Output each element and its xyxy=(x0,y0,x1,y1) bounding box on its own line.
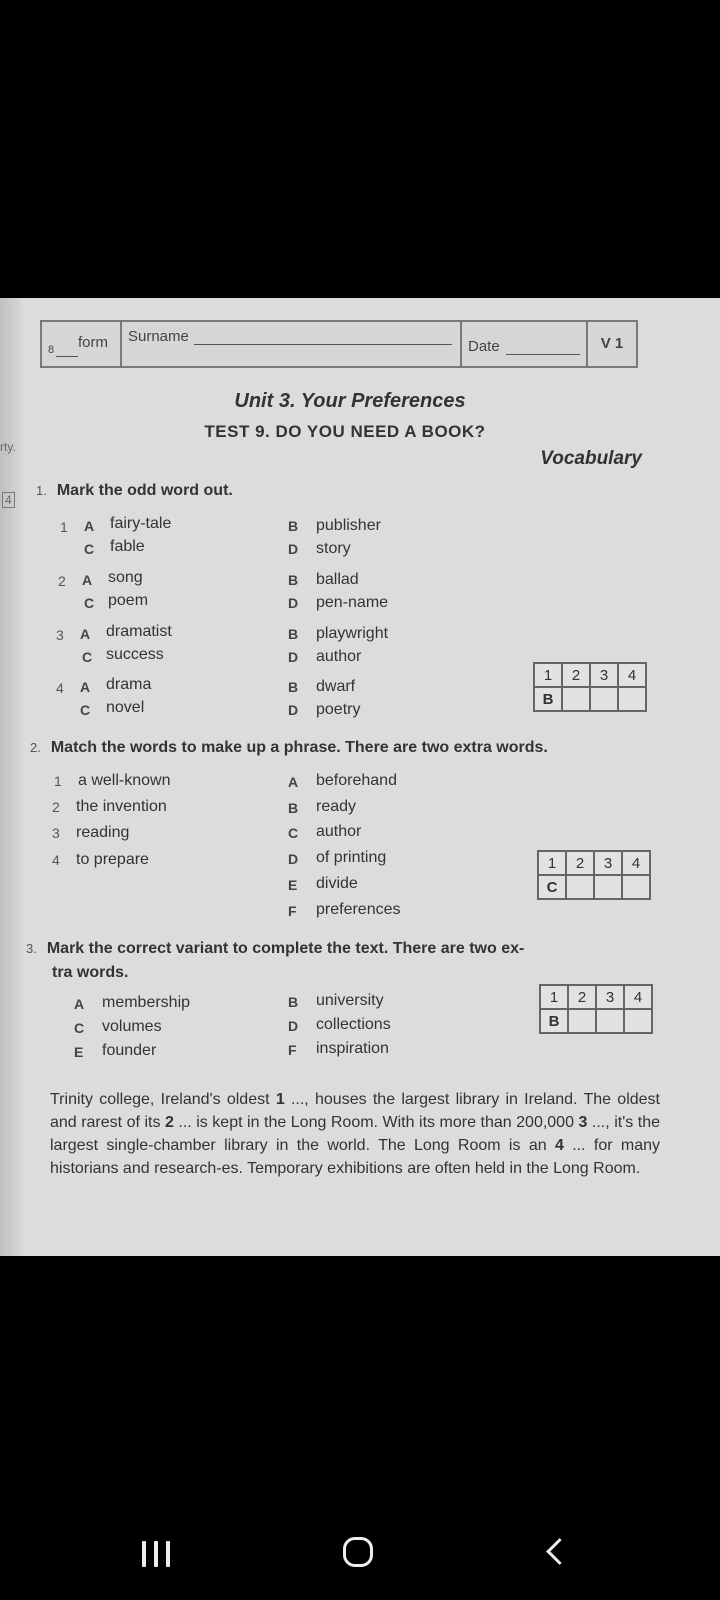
worksheet-content xyxy=(0,298,720,1256)
item-number: 2 xyxy=(52,799,60,815)
option-letter: D xyxy=(288,595,299,611)
answer-cell[interactable] xyxy=(566,875,594,899)
date-cell xyxy=(462,322,588,366)
phrase-end[interactable]: preferences xyxy=(316,901,401,918)
phrase-start[interactable]: the invention xyxy=(76,798,167,815)
text-segment: ..., it's the largest single-chamber library in the world. The Long Room is an xyxy=(50,1114,661,1154)
option-b[interactable]: publisher xyxy=(316,517,381,534)
phrase-end[interactable]: beforehand xyxy=(316,772,397,789)
form-label: form xyxy=(78,334,108,351)
option-letter: F xyxy=(288,1042,297,1058)
option-letter: C xyxy=(82,649,93,665)
phrase-end[interactable]: of printing xyxy=(316,849,387,866)
task3-answer-grid xyxy=(539,984,653,1034)
text-segment: ... is kept in the Long Room. With its more than 200,000 xyxy=(173,1114,579,1131)
option-c[interactable]: fable xyxy=(110,538,145,555)
option-letter: B xyxy=(288,679,299,695)
answer-cell[interactable]: B xyxy=(540,1009,568,1033)
option-letter: D xyxy=(288,702,299,718)
item-number: 3 xyxy=(56,627,64,643)
option-letter: A xyxy=(74,996,85,1012)
option-letter: B xyxy=(288,800,299,816)
student-info-header xyxy=(40,320,638,368)
grid-header: 4 xyxy=(618,663,646,687)
answer-cell[interactable]: C xyxy=(538,875,566,899)
option-letter: B xyxy=(288,518,299,534)
option-a[interactable]: drama xyxy=(106,676,152,693)
answer-cell[interactable] xyxy=(594,875,622,899)
task2-instruction xyxy=(30,739,548,757)
option-d[interactable]: story xyxy=(316,540,351,557)
option-a[interactable]: dramatist xyxy=(106,623,172,640)
worksheet-page xyxy=(0,298,720,1256)
option-letter: A xyxy=(288,774,299,790)
grid-header: 3 xyxy=(596,985,624,1009)
task2-text: Match the words to make up a phrase. There are two extra words. xyxy=(50,739,548,756)
task1-instruction xyxy=(36,482,233,500)
gap-fill-text xyxy=(50,1088,660,1180)
recent-apps-icon[interactable] xyxy=(142,1541,172,1567)
option-letter: D xyxy=(288,649,299,665)
option-c[interactable]: poem xyxy=(108,592,149,609)
margin-mark: 4 xyxy=(2,492,15,508)
option-letter: C xyxy=(84,595,95,611)
task1-answer-grid xyxy=(533,662,647,712)
option-letter: B xyxy=(288,572,299,588)
option-letter: A xyxy=(82,572,93,588)
gap-number[interactable]: 1 xyxy=(275,1091,285,1108)
form-cell xyxy=(42,322,122,366)
grid-header: 2 xyxy=(566,851,594,875)
margin-mark: rty. xyxy=(0,440,16,454)
answer-cell[interactable] xyxy=(568,1009,596,1033)
option-letter: A xyxy=(84,518,95,534)
phrase-end[interactable]: ready xyxy=(316,798,357,815)
item-number: 4 xyxy=(52,852,60,868)
option-letter: A xyxy=(80,679,91,695)
section-title: Vocabulary xyxy=(540,448,642,469)
item-number: 2 xyxy=(58,573,66,589)
surname-cell xyxy=(122,322,462,366)
option-letter: C xyxy=(288,825,299,841)
phrase-start[interactable]: a well-known xyxy=(78,772,171,789)
word-option[interactable]: volumes xyxy=(102,1018,162,1035)
option-letter: E xyxy=(288,877,298,893)
text-segment: ..., houses the largest library in Ireland. The oldest and rarest of its xyxy=(50,1091,661,1131)
answer-cell[interactable]: B xyxy=(534,687,562,711)
option-letter: C xyxy=(80,702,91,718)
item-number: 1 xyxy=(60,519,68,535)
task3-text-line1: Mark the correct variant to complete the text. There are two ex- xyxy=(46,940,525,957)
task3-instruction xyxy=(26,940,524,958)
grid-header: 1 xyxy=(540,985,568,1009)
option-a[interactable]: fairy-tale xyxy=(110,515,172,532)
surname-label: Surname xyxy=(128,328,189,345)
answer-cell[interactable] xyxy=(590,687,618,711)
option-d[interactable]: pen-name xyxy=(316,594,389,611)
option-letter: D xyxy=(288,541,299,557)
task2-number: 2. xyxy=(30,740,41,755)
grid-header: 3 xyxy=(594,851,622,875)
gap-number[interactable]: 4 xyxy=(554,1137,564,1154)
option-b[interactable]: ballad xyxy=(316,571,359,588)
word-option[interactable]: university xyxy=(316,992,384,1009)
word-option[interactable]: membership xyxy=(102,994,191,1011)
item-number: 4 xyxy=(56,680,64,696)
phrase-start[interactable]: reading xyxy=(76,824,130,841)
unit-title: Unit 3. Your Preferences xyxy=(234,390,466,412)
option-letter: F xyxy=(288,903,297,919)
option-letter: A xyxy=(80,626,91,642)
grid-header: 2 xyxy=(568,985,596,1009)
task1-text: Mark the odd word out. xyxy=(56,482,233,499)
grid-header: 3 xyxy=(590,663,618,687)
option-letter: C xyxy=(84,541,95,557)
answer-cell[interactable] xyxy=(596,1009,624,1033)
phrase-end[interactable]: author xyxy=(316,823,362,840)
item-number: 3 xyxy=(52,825,60,841)
grid-header: 1 xyxy=(538,851,566,875)
option-letter: D xyxy=(288,851,299,867)
home-icon[interactable] xyxy=(343,1537,373,1567)
test-title: TEST 9. DO YOU NEED A BOOK? xyxy=(204,422,486,441)
date-label: Date xyxy=(468,338,500,355)
gap-number[interactable]: 3 xyxy=(578,1114,588,1131)
grid-header: 4 xyxy=(622,851,650,875)
gap-number[interactable]: 2 xyxy=(164,1114,174,1131)
answer-cell[interactable] xyxy=(622,875,650,899)
grid-header: 1 xyxy=(534,663,562,687)
option-letter: D xyxy=(288,1018,299,1034)
word-option[interactable]: inspiration xyxy=(316,1040,389,1057)
option-letter: E xyxy=(74,1044,84,1060)
option-c[interactable]: success xyxy=(106,646,164,663)
option-b[interactable]: dwarf xyxy=(316,678,356,695)
option-letter: C xyxy=(74,1020,85,1036)
option-b[interactable]: playwright xyxy=(316,625,389,642)
grid-header: 4 xyxy=(624,985,652,1009)
answer-cell[interactable] xyxy=(618,687,646,711)
option-letter: B xyxy=(288,994,299,1010)
task3-instruction-line2: tra words. xyxy=(52,964,129,981)
text-segment: ... for many historians and research-es. Temporary exhibitions are often held in the Long Room. xyxy=(50,1137,660,1177)
option-a[interactable]: song xyxy=(108,569,143,586)
option-letter: B xyxy=(288,626,299,642)
item-number: 1 xyxy=(54,773,62,789)
grade-number: 8 xyxy=(48,344,55,356)
task1-number: 1. xyxy=(36,483,47,498)
option-d[interactable]: poetry xyxy=(316,701,361,718)
answer-cell[interactable] xyxy=(562,687,590,711)
answer-cell[interactable] xyxy=(624,1009,652,1033)
variant-badge: V 1 xyxy=(600,335,624,352)
task2-answer-grid xyxy=(537,850,651,900)
option-d[interactable]: author xyxy=(316,648,362,665)
word-option[interactable]: founder xyxy=(102,1042,157,1059)
phrase-end[interactable]: divide xyxy=(316,875,358,892)
grid-header: 2 xyxy=(562,663,590,687)
task3-number: 3. xyxy=(26,941,37,956)
option-c[interactable]: novel xyxy=(106,699,145,716)
phrase-start[interactable]: to prepare xyxy=(76,851,149,868)
word-option[interactable]: collections xyxy=(316,1016,391,1033)
text-segment: Trinity college, Ireland's oldest xyxy=(50,1091,276,1108)
